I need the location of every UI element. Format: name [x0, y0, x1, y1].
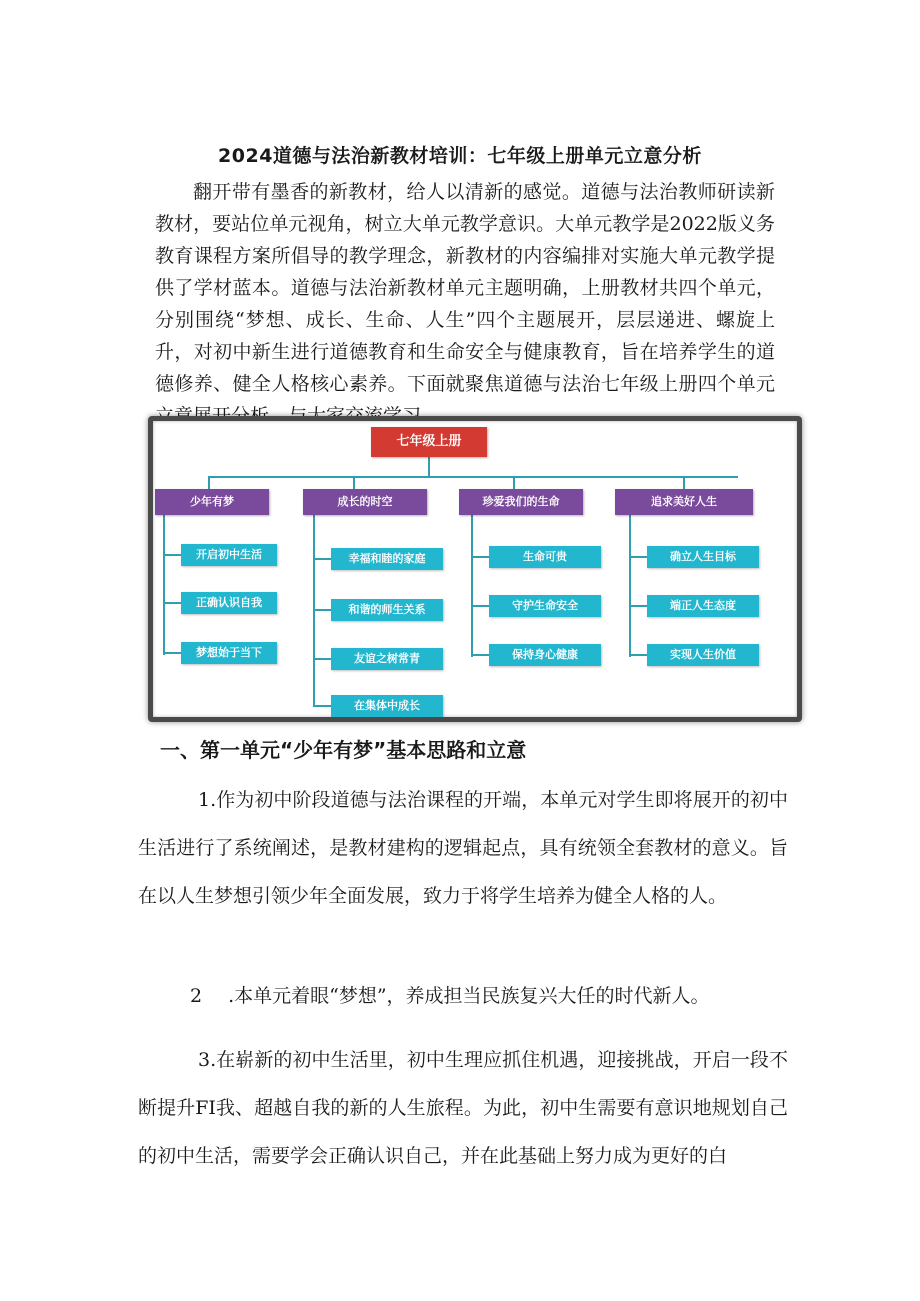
lesson-node: 实现人生价值	[647, 644, 759, 666]
connector-line	[629, 556, 647, 558]
section-heading: 一、第一单元“少年有梦”基本思路和立意	[160, 738, 527, 762]
unit-node-1: 少年有梦	[155, 489, 269, 515]
lesson-node: 生命可贵	[489, 546, 601, 568]
item-number: 2	[190, 985, 203, 1007]
lesson-node: 守护生命安全	[489, 595, 601, 617]
lesson-node: 友谊之树常青	[331, 648, 443, 670]
connector-line	[471, 654, 489, 656]
lesson-node: 保持身心健康	[489, 644, 601, 666]
connector-line	[163, 652, 181, 654]
connector-line	[683, 476, 685, 489]
item-text: .作为初中阶段道德与法治课程的开端，本单元对学生即将展开的初中生活进行了系统阐述，是教材建构的逻辑起点，具有统领全套教材的意义。旨在以人生梦想引领少年全面发展，致力于将学生培养为健全人格的人。	[138, 789, 788, 907]
connector-line	[471, 515, 473, 657]
item-number: 1	[198, 789, 211, 811]
diagram-root-node: 七年级上册	[371, 427, 487, 457]
numbered-paragraph	[138, 1036, 788, 1180]
unit-structure-diagram	[148, 416, 802, 722]
connector-line	[428, 457, 430, 477]
lesson-node: 和谐的师生关系	[331, 599, 443, 621]
lesson-node: 确立人生目标	[647, 546, 759, 568]
connector-line	[163, 554, 181, 556]
connector-line	[353, 476, 355, 489]
connector-line	[471, 556, 489, 558]
unit-node-4: 追求美好人生	[615, 489, 753, 515]
connector-line	[313, 558, 331, 560]
unit-node-3: 珍爱我们的生命	[459, 489, 583, 515]
item-text: .在崭新的初中生活里，初中生理应抓住机遇，迎接挑战，开启一段不断提升FI我、超越自我的新的人生旅程。为此，初中生需要有意识地规划自己的初中生活，需要学会正确认识自己，并在此基础上努力成为更好的白	[138, 1049, 788, 1167]
numbered-paragraph	[138, 776, 788, 920]
numbered-paragraph	[138, 972, 788, 1020]
connector-line	[629, 515, 631, 657]
item-number: 3	[198, 1049, 211, 1071]
item-text: .本单元着眼“梦想”，养成担当民族复兴大任的时代新人。	[228, 985, 710, 1007]
connector-line	[313, 609, 331, 611]
connector-line	[208, 476, 210, 489]
connector-line	[163, 602, 181, 604]
connector-line	[629, 654, 647, 656]
connector-line	[208, 476, 738, 478]
lesson-node: 正确认识自我	[181, 592, 277, 614]
connector-line	[629, 605, 647, 607]
connector-line	[513, 476, 515, 489]
connector-line	[313, 658, 331, 660]
connector-line	[313, 705, 331, 707]
lesson-node: 开启初中生活	[181, 544, 277, 566]
lesson-node: 在集体中成长	[331, 695, 443, 717]
intro-paragraph: 翻开带有墨香的新教材，给人以清新的感觉。道德与法治教师研读新教材，要站位单元视角，树立大单元教学意识。大单元教学是2022版义务教育课程方案所倡导的教学理念，新教材的内容编排对实施大单元教学提供了学材蓝本。道德与法治新教材单元主题明确，上册教材共四个单元，分别围绕“梦想、成长、生命、人生”四个主题展开，层层递进、螺旋上升，对初中新生进行道德教育和生命安全与健康教育，旨在培养学生的道德修养、健全人格核心素养。下面就聚焦道德与法治七年级上册四个单元	[155, 181, 775, 395]
connector-line	[313, 515, 315, 707]
connector-line	[163, 515, 165, 655]
connector-line	[471, 605, 489, 607]
unit-node-2: 成长的时空	[303, 489, 427, 515]
lesson-node: 幸福和睦的家庭	[331, 548, 443, 570]
lesson-node: 梦想始于当下	[181, 642, 277, 664]
lesson-node: 端正人生态度	[647, 595, 759, 617]
page-title: 2024道德与法治新教材培训：七年级上册单元立意分析	[218, 144, 702, 167]
